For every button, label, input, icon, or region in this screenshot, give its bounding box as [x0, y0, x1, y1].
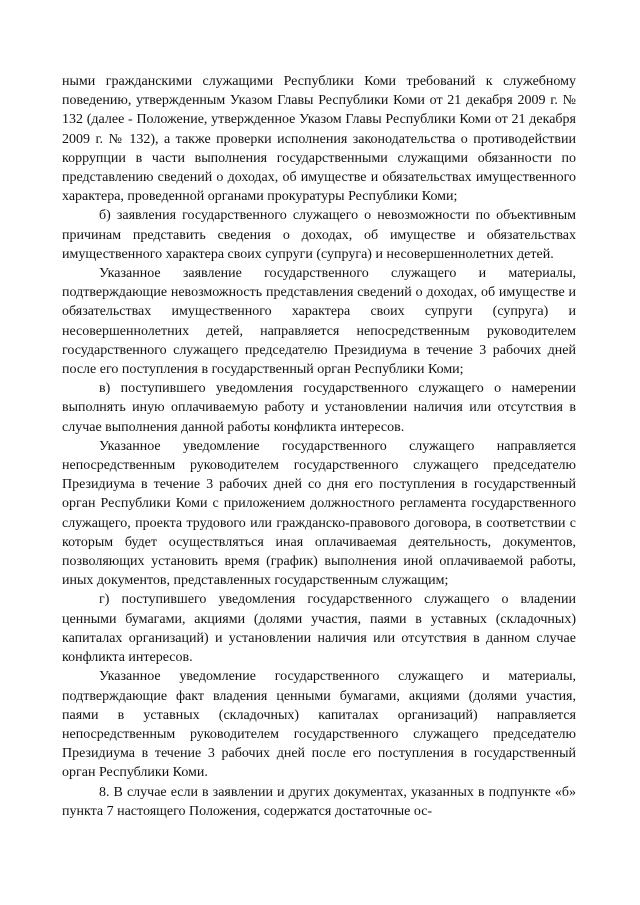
paragraph-continuation: ными гражданскими служащими Республики Коми требований к служебному поведению, утвержденным Указом Главы Республики Коми от 21 декабря 2009 г. № 132 (далее - Положение, утвержденное Указом Главы Республики Коми от 21 декабря 2009 г. № 132), а также проверки исполнения законодательства о противодействии коррупции в части выполнения государственными служащими обязанности по представлению сведений о доходах, об имуществе и обязательствах имущественного характера, проведенной органами прокуратуры Республики Коми;	[62, 74, 576, 205]
paragraph-item-v: в) поступившего уведомления государственного служащего о намерении выполнять иную оплачиваемую работу и установлении наличия или отсутствия в случае выполнения данной работы конфликта интересов.	[62, 381, 576, 435]
paragraph-item-g: г) поступившего уведомления государственного служащего о владении ценными бумагами, акциями (долями участия, паями в уставных (складочных) капиталах организаций) и установлении наличия или отсутствия в данном случае конфликта интересов.	[62, 592, 576, 666]
document-body	[62, 72, 576, 821]
paragraph-item-b: б) заявления государственного служащего о невозможности по объективным причинам представить сведения о доходах, об имуществе и обязательствах имущественного характера своих супруги (супруга) и несовершеннолетних детей.	[62, 208, 576, 262]
paragraph-point-8: 8. В случае если в заявлении и других документах, указанных в подпункте «б» пункта 7 настоящего Положения, содержатся достаточные ос-	[62, 784, 576, 819]
paragraph-item-v-note: Указанное уведомление государственного служащего направляется непосредственным руководителем государственного служащего председателю Президиума в течение 3 рабочих дней со дня его поступления в государственный орган Республики Коми с приложением должностного регламента государственного служащего, проекта трудового или гражданско-правового договора, в соответствии с которым будет осуществляться иная оплачиваемая деятельность, документов, позволяющих установить время (график) выполнения иной оплачиваемой работы, иных документов, представленных государственным служащим;	[62, 438, 576, 589]
paragraph-item-g-note: Указанное уведомление государственного служащего и материалы, подтверждающие факт владения ценными бумагами, акциями (долями участия, паями в уставных (складочных) капиталах организаций) направляется непосредственным руководителем государственного служащего председателю Президиума в течение 3 рабочих дней после его поступления в государственный орган Республики Коми.	[62, 669, 576, 781]
paragraph-item-b-note: Указанное заявление государственного служащего и материалы, подтверждающие невозможность представления сведений о доходах, об имуществе и обязательствах имущественного характера своих супруги (супруга) и несовершеннолетних детей, направляется непосредственным руководителем государственного служащего председателю Президиума в течение 3 рабочих дней после его поступления в государственный орган Республики Коми;	[62, 266, 576, 378]
